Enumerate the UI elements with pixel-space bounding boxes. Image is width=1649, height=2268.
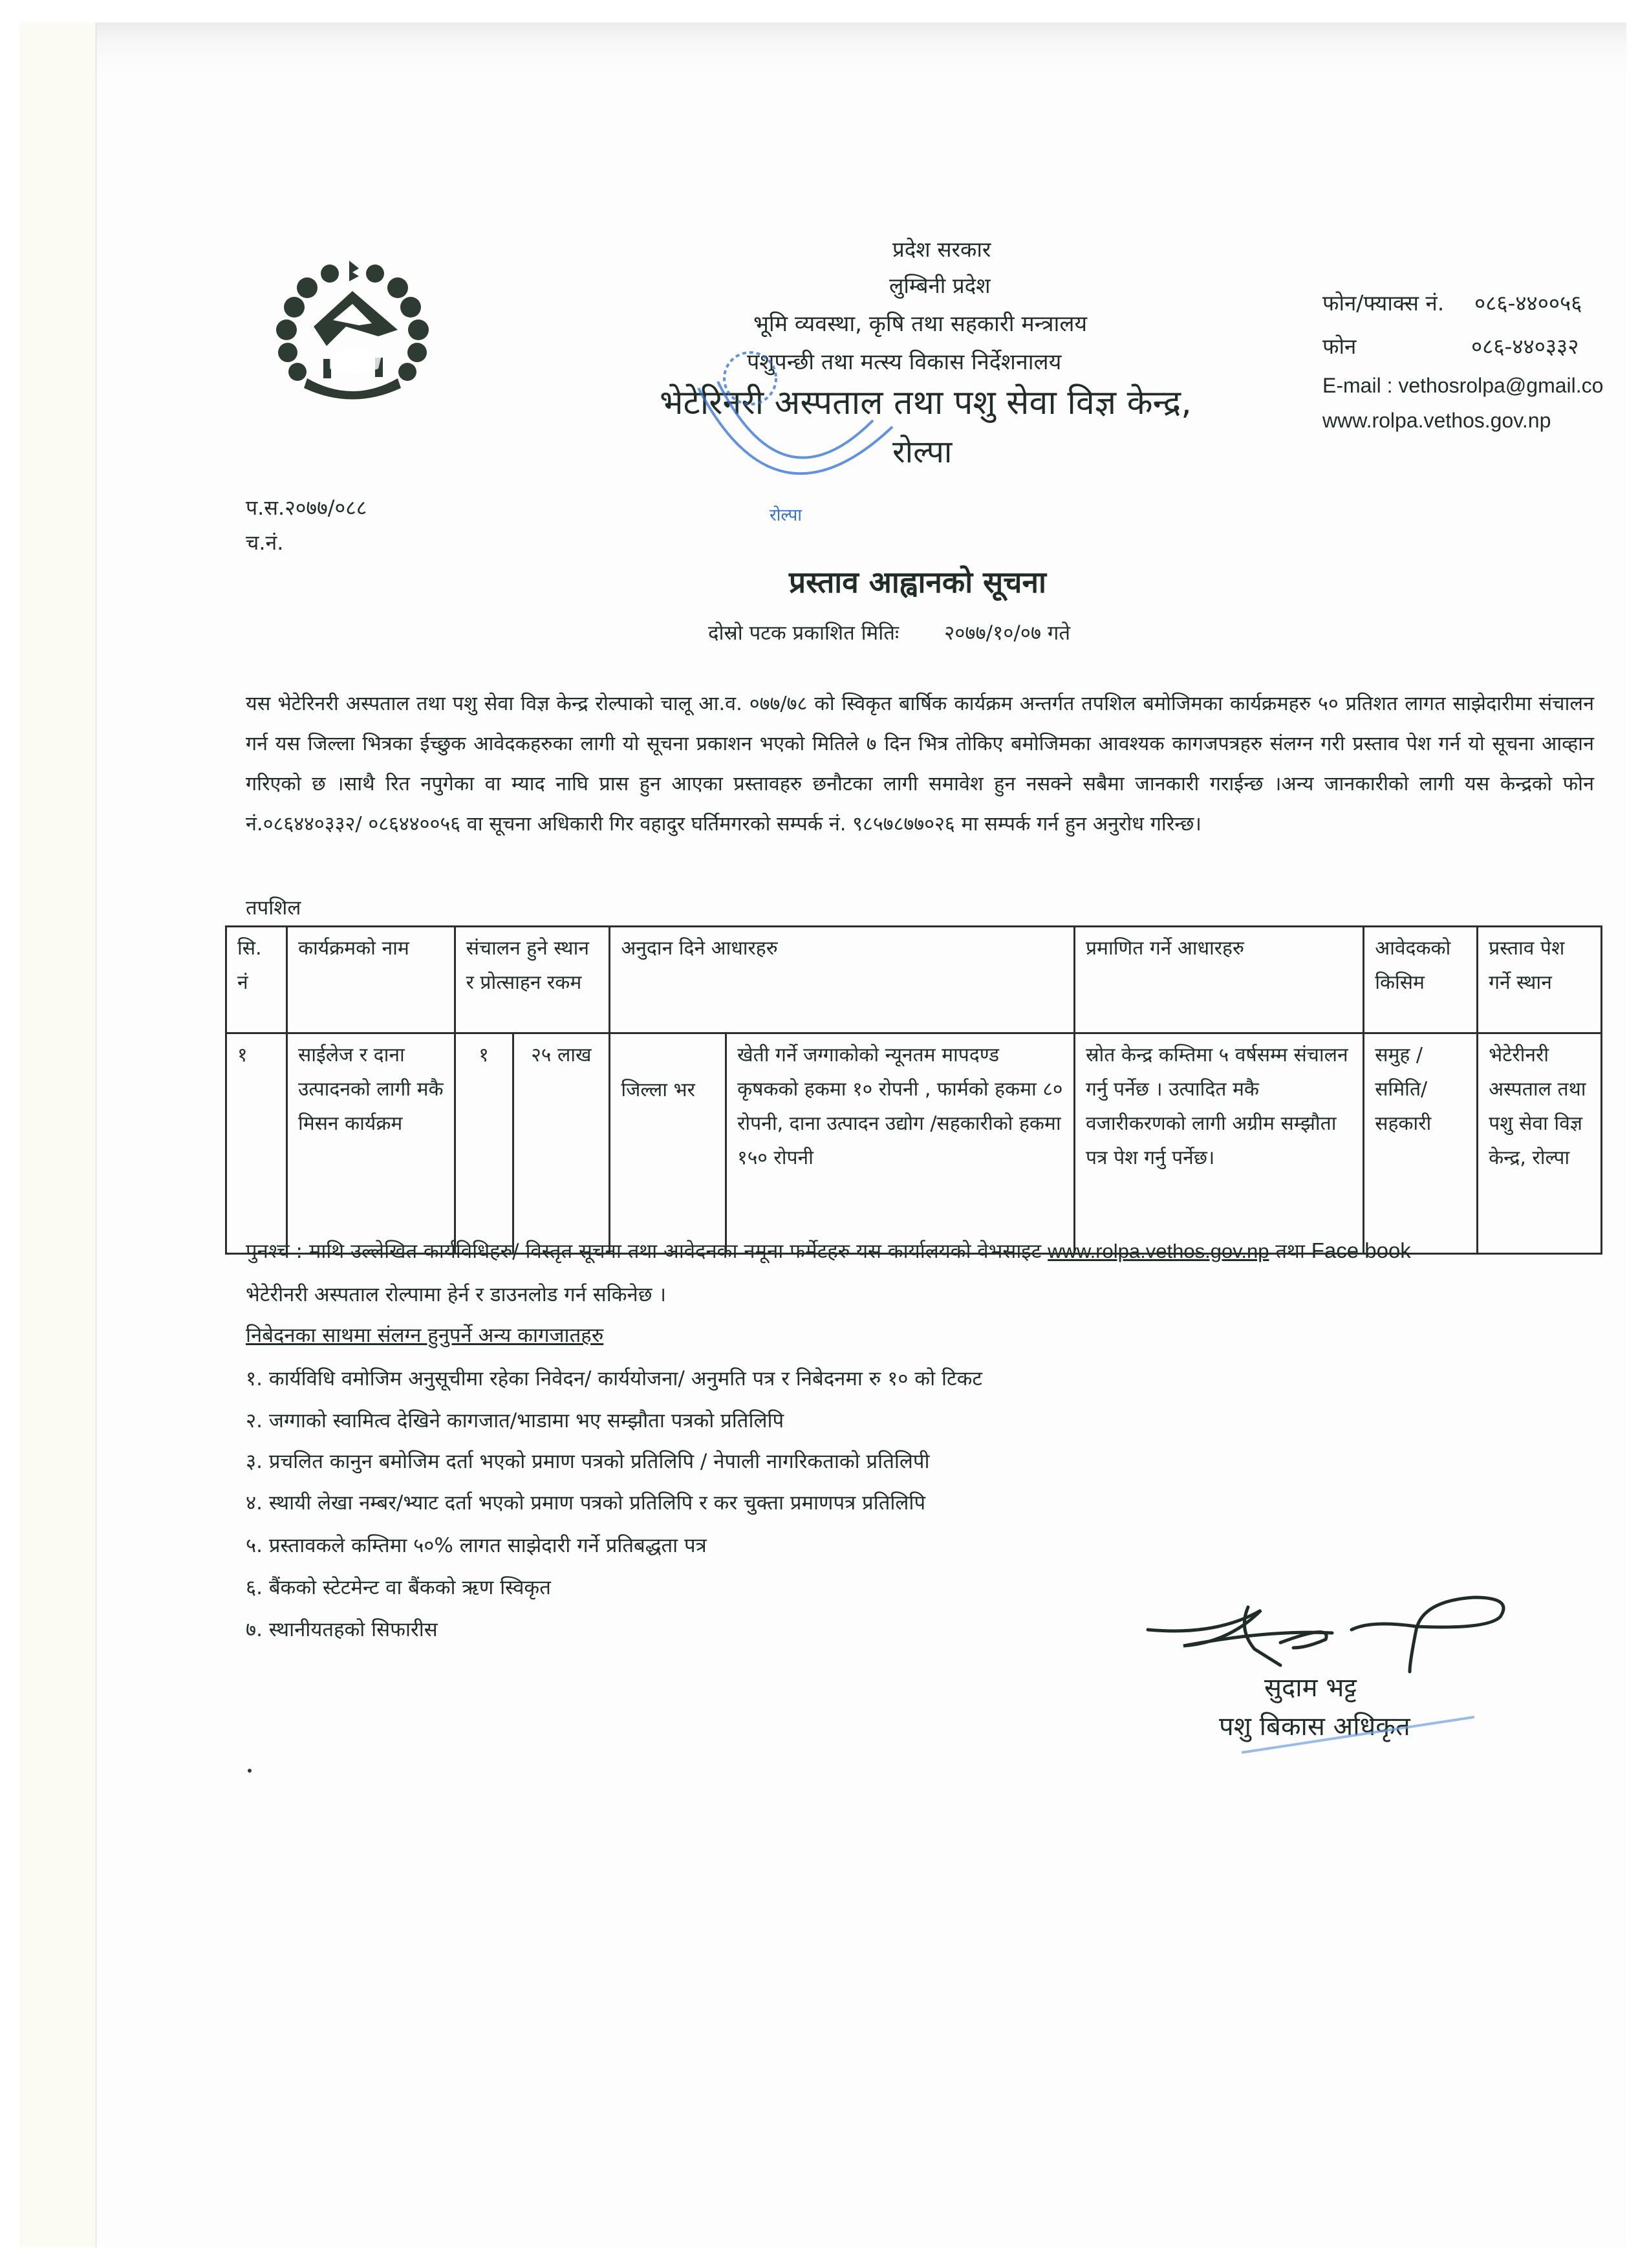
postscript-line-1 <box>246 1237 1411 1264</box>
cell-serial: १ <box>226 1033 287 1254</box>
postscript-text: पुनश्च : माथि उल्लेखित कार्यविधिहरु/ विस्तृत सूचना तथा आवेदनका नमूना फर्मेटहरु यस कार्यालयको वेभसाइट <box>246 1240 1042 1263</box>
program-table <box>225 925 1602 1255</box>
cell-applicant-type: समुह /समिति/ सहकारी <box>1364 1033 1478 1254</box>
table-header-row <box>226 927 1602 1033</box>
publish-date-label: दोस्रो पटक प्रकाशित मितिः <box>708 621 900 645</box>
phone-line <box>1322 331 1579 360</box>
header-verification-basis: प्रमाणित गर्ने आधारहरु <box>1074 927 1363 1033</box>
header-applicant-type: आवेदकको किसिम <box>1364 927 1478 1033</box>
header-grant-basis: अनुदान दिने आधारहरु <box>610 927 1075 1033</box>
office-location: रोल्पा <box>892 434 953 470</box>
fax-label: फोन/फ्याक्स नं. <box>1322 290 1445 316</box>
facebook-label: Face book <box>1311 1238 1411 1262</box>
publish-date-line <box>708 619 1070 646</box>
notice-body: यस भेटेरिनरी अस्पताल तथा पशु सेवा विज्ञ केन्द्र रोल्पाको चालू आ.व. ०७७/७८ को स्विकृत बार्षिक कार्यक्रम अन्तर्गत तपशिल बमोजिमका कार्यक्रमहरु ५० प्रतिशत लागत साझेदारीमा संचालन गर्न यस जिल्ला भित्रका ईच्छुक आवेदकहरुका लागी यो सूचना प्रकाशन भएको मितिले ७ दिन भित्र तोकिए बमोजिमका आवश्यक कागजपत्रहरु संलग्न गरी प्रस्ताव पेश गर्न यो सूचना आव्हान गरिएको छ ।साथै रित नपुगेका वा म्याद नाघि प्रास हुन आएका प्रस्तावहरु छनौटका लागी समावेश हुन नसक्ने सबैमा जानकारी गराईन्छ ।अन्य जानकारीको लागी यस केन्द्रको फोन नं.०८६४४०३३२/ ०८६४४००५६ वा सूचना अधिकारी गिर वहादुर घर्तिमगरको सम्पर्क नं. ९८५७८७७०२६ मा सम्पर्क गर्न हुन अनुरोध गरिन्छ। <box>246 693 1594 836</box>
signatory-name: सुदाम भट्ट <box>1264 1673 1357 1703</box>
document-item: ७. स्थानीयतहको सिफारीस <box>246 1618 438 1641</box>
cell-area: जिल्ला भर <box>610 1033 726 1254</box>
letterhead-line-2: लुम्बिनी प्रदेश <box>889 273 991 298</box>
notice-title: प्रस्ताव आह्वानको सूचना <box>789 565 1046 599</box>
header-location-amount: संचालन हुने स्थान र प्रोत्साहन रकम <box>455 927 610 1033</box>
office-name: भेटेरिनरी अस्पताल तथा पशु सेवा विज्ञ केन्द्र, <box>660 383 1192 422</box>
stamp-text: रोल्पा <box>770 506 803 525</box>
table-row <box>226 1033 1602 1254</box>
cell-amount: २५ लाख <box>513 1033 610 1254</box>
phone-label: फोन <box>1322 334 1357 359</box>
cell-submission-place: भेटेरीनरी अस्पताल तथा पशु सेवा विज्ञ केन्द्र, रोल्पा <box>1478 1033 1602 1254</box>
cell-program-name: साईलेज र दाना उत्पादनको लागी मकै मिसन कार्यक्रम <box>286 1033 455 1254</box>
directorate-name: पशुपन्छी तथा मत्स्य विकास निर्देशनालय <box>747 349 1062 375</box>
document-item: ३. प्रचलित कानुन बमोजिम दर्ता भएको प्रमाण पत्रको प्रतिलिपि / नेपाली नागरिकताको प्रतिलिपी <box>246 1450 930 1473</box>
fax-number: ०८६-४४००५६ <box>1474 290 1582 316</box>
cell-verification-basis: स्रोत केन्द्र कम्तिमा ५ वर्षसम्म संचालन गर्नु पर्नेछ । उत्पादित मकै वजारीकरणको लागी अग्रीम सम्झौता पत्र पेश गर्नु पर्नेछ। <box>1074 1033 1363 1254</box>
details-label: तपशिल <box>246 896 301 920</box>
email-line: E-mail : vethosrolpa@gmail.co <box>1322 374 1604 397</box>
office-stamp-icon <box>673 349 1009 543</box>
phone-number: ०८६-४४०३३२ <box>1471 334 1579 359</box>
header-program-name: कार्यक्रमको नाम <box>286 927 455 1033</box>
dispatch-number: च.नं. <box>246 530 284 555</box>
designation-stamp-icon <box>1229 1707 1500 1766</box>
document-item: ५. प्रस्तावकले कम्तिमा ५०% लागत साझेदारी गर्ने प्रतिबद्धता पत्र <box>246 1534 707 1557</box>
scan-speck <box>248 1769 252 1773</box>
header-submission-place: प्रस्ताव पेश गर्ने स्थान <box>1478 927 1602 1033</box>
header-serial: सि. नं <box>226 927 287 1033</box>
postscript-and: तथा <box>1275 1240 1305 1263</box>
handwritten-signature-icon <box>1138 1591 1539 1675</box>
signatory-designation: पशु बिकास अधिकृत <box>1219 1712 1410 1742</box>
nepal-government-emblem-icon <box>268 249 436 407</box>
letter-reference-number: प.स.२०७७/०८८ <box>246 495 367 520</box>
document-item: ४. स्थायी लेखा नम्बर/भ्याट दर्ता भएको प्रमाण पत्रको प्रतिलिपि र कर चुक्ता प्रमाणपत्र प्रतिलिपि <box>246 1491 926 1515</box>
document-item: ६. बैंकको स्टेटमेन्ट वा बैंकको ऋण स्विकृत <box>246 1576 551 1599</box>
document-item: २. जग्गाको स्वामित्व देखिने कागजात/भाडामा भए सम्झौता पत्रको प्रतिलिपि <box>246 1409 784 1432</box>
website-line: www.rolpa.vethos.gov.np <box>1322 409 1551 432</box>
website-link[interactable]: www.rolpa.vethos.gov.np <box>1048 1240 1269 1262</box>
postscript-line-2: भेटेरीनरी अस्पताल रोल्पामा हेर्न र डाउनलोड गर्न सकिनेछ । <box>246 1283 667 1306</box>
document-item: १. कार्यविधि वमोजिम अनुसूचीमा रहेका निवेदन/ कार्ययोजना/ अनुमति पत्र र निबेदनमा रु १० को टिकट <box>246 1367 983 1390</box>
publish-date: २०७७/१०/०७ गते <box>944 621 1070 645</box>
cell-count: १ <box>455 1033 513 1254</box>
fax-line <box>1322 288 1582 317</box>
cell-grant-basis: खेती गर्ने जग्गाकोको न्यूनतम मापदण्ड कृषकको हकमा १० रोपनी , फार्मको हकमा ८० रोपनी, दाना उत्पादन उद्योग /सहकारीको हकमा १५० रोपनी <box>726 1033 1075 1254</box>
required-documents-heading: निबेदनका साथमा संलग्न हुनुपर्ने अन्य कागजातहरु <box>246 1324 604 1347</box>
scan-edge-strip <box>19 23 96 2247</box>
letterhead-line-1: प्रदेश सरकार <box>892 237 991 262</box>
ministry-name: भूमि व्यवस्था, कृषि तथा सहकारी मन्त्रालय <box>753 311 1088 337</box>
